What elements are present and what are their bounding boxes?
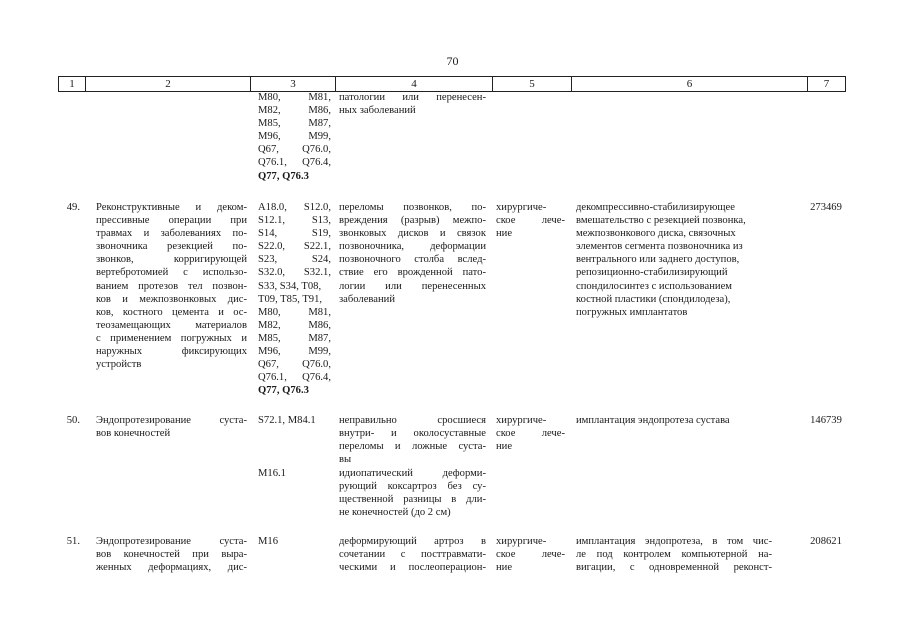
text-line: вов конечностей [96,428,171,440]
code-item: M86, [308,105,331,117]
text-line: переломы позвонков, по- [339,202,486,213]
code-line [258,280,331,293]
text-line: хирургиче- [496,202,547,213]
row-49-number: 49. [66,202,80,213]
code-line [258,266,331,279]
code-item: S32.0, [258,267,286,279]
code-item: Q76.4, [302,157,331,169]
code-item: Q76.4, [302,372,331,384]
text-line: вреждения (разрыв) межпо- [339,215,486,227]
text-line: заболеваний [339,293,395,305]
row-51-diagnosis [339,535,486,574]
code-item: S32.1, [303,267,331,279]
code-item: Q76.0, [302,359,331,371]
code-item: M85, [258,118,281,130]
row-50-method [576,414,772,427]
code-item: S19, [311,228,331,240]
text-line: имплантация эндопротеза, в том чис- [576,536,772,547]
code-item: Q67, [258,144,279,156]
code-item: M99, [308,346,331,358]
text-line: хирургиче- [496,536,547,547]
code-line [258,319,331,332]
header-col-4: 4 [335,77,492,91]
row-51-method [576,535,772,574]
row-49-method [576,201,772,319]
code-line [258,371,331,384]
text-line: вы [339,454,352,466]
row-51-codes: M16 [258,536,279,547]
code-item: M86, [308,319,331,331]
code-item: Q77, Q76.3 [258,385,309,397]
text-line: женных деформациях, дис- [96,562,247,574]
text-line: наружных фиксирующих [96,346,247,358]
code-item: M85, [258,332,281,344]
header-col-2: 2 [85,77,250,91]
text-line: вентрального или заднего доступов, [576,254,740,266]
text-line: звоночника резекцией по- [96,241,247,253]
text-line: ков и межпозвонковых дис- [96,293,247,305]
text-line: патологии или перенесен- [339,92,486,103]
text-line: Эндопротезирование суста- [96,536,247,547]
text-line: ле под контролем компьютерной на- [576,549,772,561]
text-line: переломы и ложные суста- [339,441,486,453]
text-line: декомпрессивно-стабилизирующее [576,202,735,213]
code-item: M87, [308,332,331,344]
text-line: неправильно сросшиеся [339,415,486,426]
text-line: позвоночника, деформации [339,241,486,253]
continuation-diagnosis [339,91,486,117]
text-line: теозамещающих материалов [96,319,247,331]
row-49-treatment [496,201,565,240]
header-col-3: 3 [250,77,335,91]
code-item: Q67, [258,359,279,371]
code-item: Q77, Q76.3 [258,170,309,182]
code-line [258,358,331,371]
code-line [258,345,331,358]
text-line: звонковых дисков и связок [339,228,486,240]
text-line: ческими и послеоперацион- [339,562,486,574]
text-line: межпозвонкового диска, связочных [576,228,736,240]
code-line [258,104,331,117]
text-line: ние [496,228,513,240]
code-item: S22.1, [303,241,331,253]
text-line: ствие его врожденной пато- [339,267,486,279]
row-50-number: 50. [66,415,80,426]
text-line: спондилосинтез с использованием [576,280,732,292]
continuation-codes [258,91,331,183]
text-line: ние [496,441,513,453]
header-col-7: 7 [807,77,846,91]
code-item: M82, [258,105,281,117]
text-line: внутри- и околосуставные [339,428,486,440]
code-line [258,306,331,319]
text-line: хирургиче- [496,415,547,426]
text-line: костной пластики (спондилодеза), [576,293,731,305]
table-header-row [58,76,846,92]
header-col-5: 5 [492,77,571,91]
code-line [258,143,331,156]
code-line [258,227,331,240]
text-line: элементов сегмента позвоночника из [576,241,743,253]
text-line: травмах и заболеваниях по- [96,228,247,240]
text-line: ков, костного цемента и ос- [96,306,247,318]
code-item: S12.0, [303,202,331,213]
text-line: ское лече- [496,549,565,561]
text-line: погружных имплантатов [576,306,688,318]
code-item: M80, [258,306,281,318]
code-item: Q76.1, [258,372,287,384]
text-line: репозиционно-стабилизирующий [576,267,728,279]
text-line: ское лече- [496,215,565,227]
row-51-number: 51. [66,536,80,547]
code-item: Q76.0, [302,144,331,156]
code-line [258,170,331,183]
code-item: T09, T85, T91, [258,293,323,305]
row-50-codes-a: S72.1, M84.1 [258,415,316,426]
code-item: S22.0, [258,241,286,253]
text-line: вертебротомией с использо- [96,267,247,279]
code-item: M96, [258,131,281,143]
code-item: M81, [308,92,331,103]
row-50-cost: 146739 [810,415,842,426]
code-item: S24, [311,254,331,266]
text-line: Реконструктивные и деком- [96,202,247,213]
code-item: S14, [258,228,278,240]
code-line [258,332,331,345]
code-item: S33, S34, T08, [258,280,322,292]
row-51-treatment [496,535,565,574]
text-line: вов конечностей при выра- [96,549,247,561]
header-col-6: 6 [571,77,807,91]
text-line: ных заболеваний [339,105,416,117]
text-line: звонков, корригирующей [96,254,247,266]
page-number: 70 [446,54,459,68]
code-item: M80, [258,92,281,103]
code-item: A18.0, [258,202,287,213]
row-51-cost: 208621 [810,536,842,547]
text-line: рующий коксартроз без су- [339,481,486,493]
code-item: S13, [311,215,331,227]
code-line [258,156,331,169]
row-50-codes-b: M16.1 [258,468,286,479]
text-line: Эндопротезирование суста- [96,415,247,426]
text-line: деформирующий артроз в [339,536,486,547]
code-item: S23, [258,254,278,266]
text-line: не конечностей (до 2 см) [339,507,451,519]
text-line: устройств [96,359,142,371]
text-line: ние [496,562,513,574]
code-line [258,384,331,397]
text-line: вмешательство с резекцией позвонка, [576,215,746,227]
text-line: ванием протезов тел позвон- [96,280,247,292]
row-50-diagnosis-b [339,467,486,519]
code-line [258,240,331,253]
header-col-1: 1 [58,77,85,91]
text-line: имплантация эндопротеза сустава [576,415,730,426]
code-line [258,130,331,143]
text-line: щественной разницы в дли- [339,494,486,506]
text-line: ское лече- [496,428,565,440]
row-49-diagnosis [339,201,486,306]
text-line: прессивные операции при [96,215,247,227]
code-item: M96, [258,346,281,358]
text-line: идиопатический деформи- [339,468,486,479]
row-50-treatment [496,414,565,453]
text-line: логии или перенесенных [339,280,486,292]
code-line [258,201,331,214]
row-49-cost: 273469 [810,202,842,213]
code-item: S12.1, [258,215,286,227]
code-line [258,214,331,227]
row-49-codes [258,201,331,397]
code-line [258,253,331,266]
code-item: M99, [308,131,331,143]
row-49-name [96,201,247,371]
code-line [258,293,331,306]
text-line: вигации, с одновременной реконст- [576,562,772,574]
row-50-diagnosis-a [339,414,486,466]
code-item: M82, [258,319,281,331]
code-item: M81, [308,306,331,318]
text-line: с применением погружных и [96,332,247,344]
code-item: Q76.1, [258,157,287,169]
code-item: M87, [308,118,331,130]
text-line: сочетании с посттравмати- [339,549,486,561]
row-51-name [96,535,247,574]
code-line [258,91,331,104]
row-50-name [96,414,247,440]
text-line: позвоночного столба вслед- [339,254,486,266]
code-line [258,117,331,130]
